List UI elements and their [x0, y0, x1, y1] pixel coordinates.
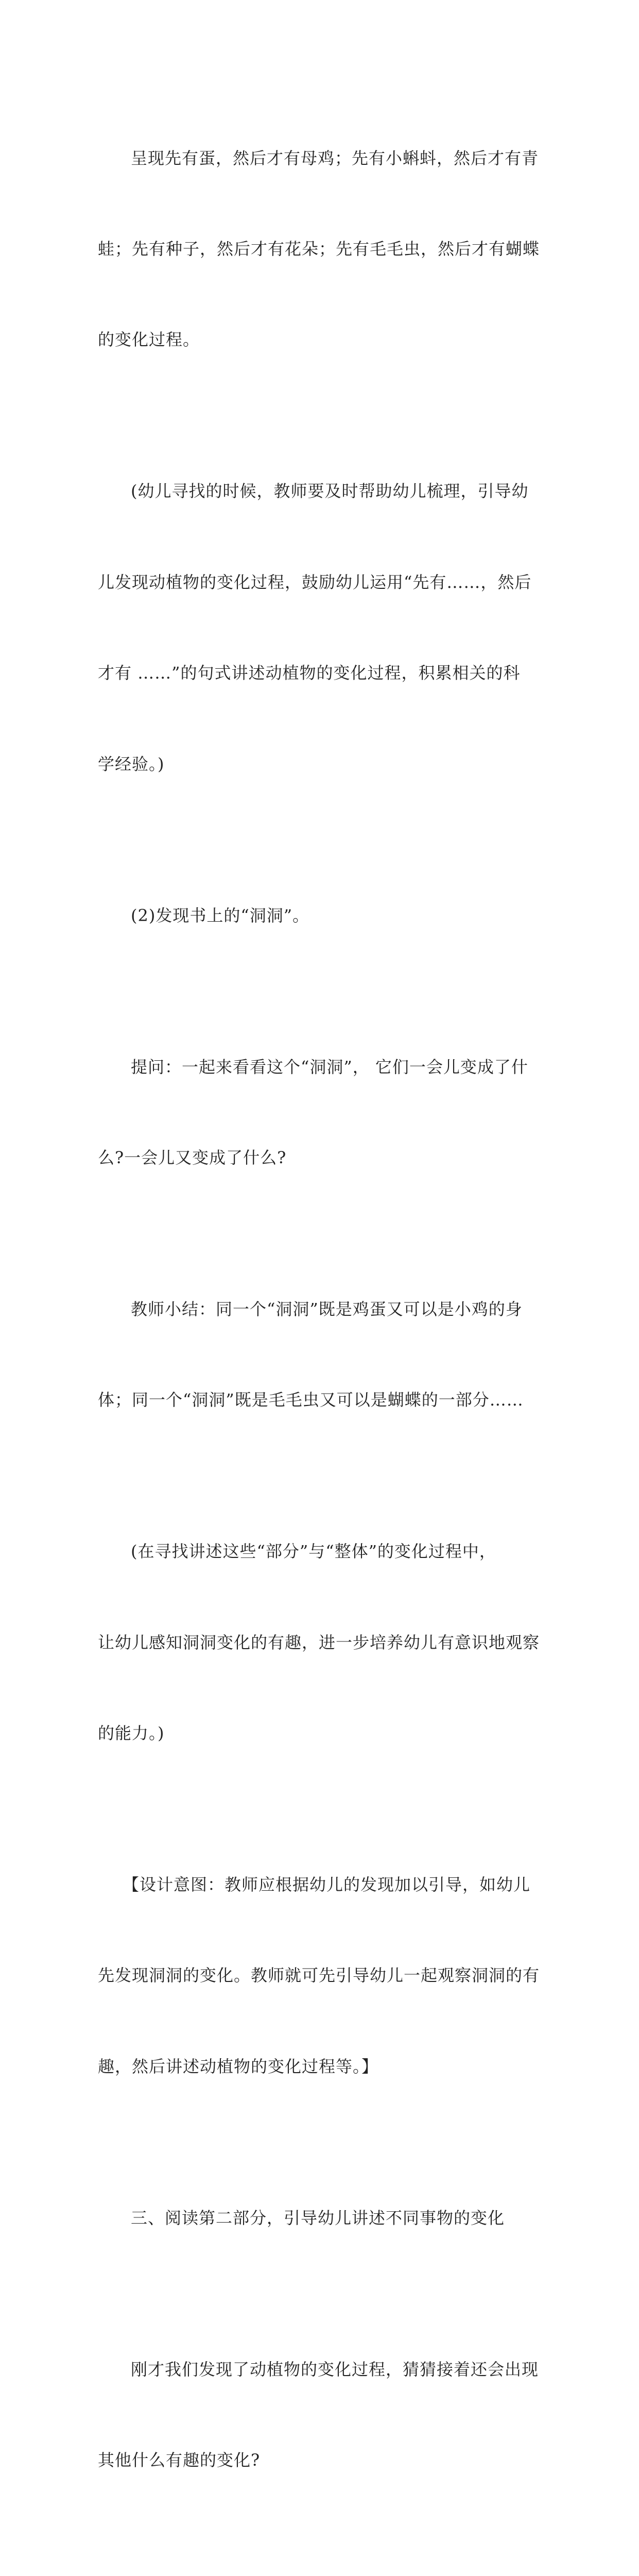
text-line: 趣，然后讲述动植物的变化过程等。】	[98, 2056, 379, 2076]
text-line: 先发现洞洞的变化。教师就可先引导幼儿一起观察洞洞的有	[98, 1965, 540, 1986]
text-line: 【设计意图：教师应根据幼儿的发现加以引导，如幼儿	[123, 1875, 531, 1895]
text-line: 体；同一个“洞洞”既是毛毛虫又可以是蝴蝶的一部分……	[98, 1390, 524, 1410]
text-line: 蛙；先有种子，然后才有花朵；先有毛毛虫，然后才有蝴蝶	[98, 239, 540, 259]
paragraph	[98, 991, 541, 1233]
text-line: 么?一会儿又变成了什么?	[98, 1147, 287, 1167]
text-line: 让幼儿感知洞洞变化的有趣，进一步培养幼儿有意识地观察	[98, 1632, 540, 1652]
paragraph	[98, 1809, 541, 2142]
text-line: 才有 ……”的句式讲述动植物的变化过程，积累相关的科	[98, 663, 521, 683]
paragraph	[98, 1476, 541, 1809]
text-line: 三、阅读第二部分，引导幼儿讲述不同事物的变化	[131, 2208, 505, 2228]
text-line: 的能力。)	[98, 1723, 165, 1743]
paragraph	[98, 2536, 541, 2576]
paragraph	[98, 1233, 541, 1476]
text-line: 提问：一起来看看这个“洞洞”， 它们一会儿变成了什	[131, 1057, 528, 1077]
text-line: 的变化过程。	[98, 330, 200, 350]
text-line: (在寻找讲述这些“部分”与“整体”的变化过程中，	[131, 1541, 496, 1562]
paragraph	[98, 2294, 541, 2536]
text-line: 呈现先有蛋，然后才有母鸡；先有小蝌蚪，然后才有青	[131, 148, 539, 168]
paragraph	[98, 2142, 541, 2294]
text-line: 学经验。)	[98, 754, 165, 774]
text-line: (2)发现书上的“洞洞”。	[131, 905, 310, 925]
text-line: 其他什么有趣的变化?	[98, 2450, 261, 2470]
paragraph	[98, 840, 541, 991]
text-line: 教师小结：同一个“洞洞”既是鸡蛋又可以是小鸡的身	[131, 1299, 523, 1319]
text-line: 儿发现动植物的变化过程，鼓励幼儿运用“先有……，然后	[98, 572, 532, 592]
document-body	[98, 82, 541, 2576]
text-line: 刚才我们发现了动植物的变化过程，猜猜接着还会出现	[131, 2359, 539, 2379]
paragraph	[98, 416, 541, 840]
paragraph	[98, 82, 541, 416]
text-line: (幼儿寻找的时候，教师要及时帮助幼儿梳理，引导幼	[131, 481, 529, 501]
